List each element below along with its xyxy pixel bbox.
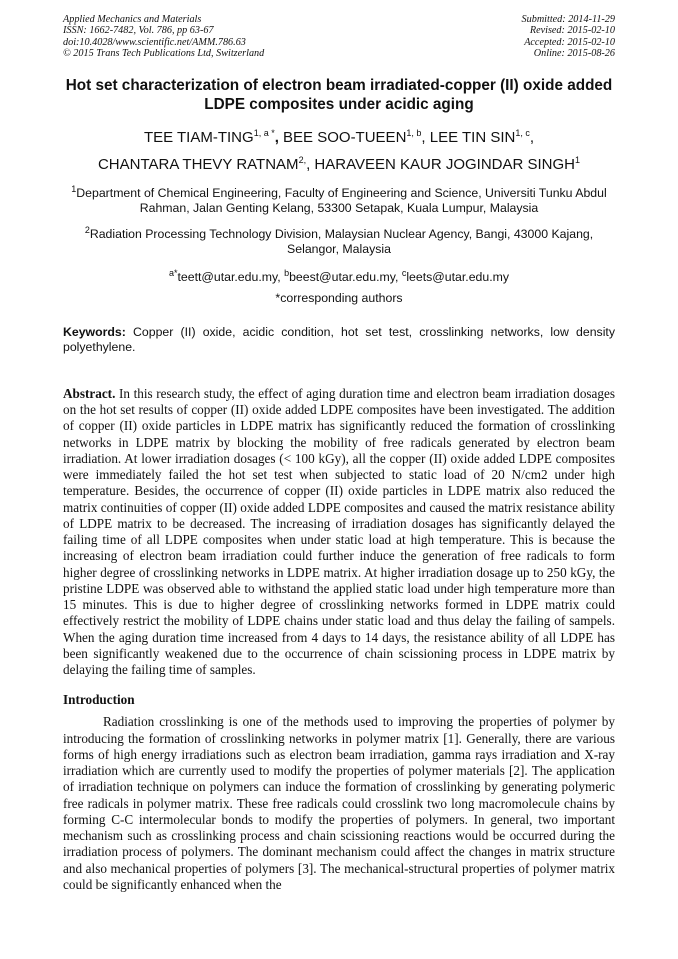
keywords-label: Keywords: <box>63 324 126 339</box>
paper-title: Hot set characterization of electron beam irradiated-copper (II) oxide added LDPE composites under acidic aging <box>65 76 613 113</box>
author-separator: , <box>306 155 311 173</box>
abstract-label: Abstract. <box>63 385 116 401</box>
author-separator: , <box>529 128 535 146</box>
date-submitted: Submitted: 2014-11-29 <box>521 14 615 25</box>
author-separator: , <box>274 128 279 146</box>
affiliation-2 <box>63 223 615 258</box>
author-line-2 <box>63 149 615 176</box>
author-affiliation-mark: 1 <box>575 154 581 165</box>
author-emails <box>63 266 615 285</box>
author-separator: , <box>421 128 426 146</box>
introduction-heading: Introduction <box>63 692 135 708</box>
email-link[interactable]: leets@utar.edu.my <box>406 269 510 284</box>
affiliation-1 <box>63 182 615 217</box>
publication-dates <box>522 14 615 60</box>
author-name: LEE TIN SIN <box>425 128 516 146</box>
date-online: Online: 2015-08-26 <box>533 48 615 60</box>
journal-header <box>63 14 615 60</box>
date-revised: Revised: 2015-02-10 <box>529 25 615 37</box>
email-link[interactable]: beest@utar.edu.my, <box>289 269 402 284</box>
keywords-text: Copper (II) oxide, acidic condition, hot set test, crosslinking networks, low density polyethylene. <box>63 324 615 355</box>
abstract-text: In this research study, the effect of aging duration time and electron beam irradiation dosages on the hot set results of copper (II) oxide added LDPE composites have been investigated. The addition of copper (II) oxide particles in LDPE matrix has significantly reduced the formation of crosslinking networks in LDPE matrix by blocking the mobility of free radicals generated by electron beam irradiation. At lower irradiation dosages (< 100 kGy), all the copper (II) oxide added LDPE composites were immediately failed the hot set test when subjected to static load of 20 N/cm2 under high temperature. Besides, the occurrence of copper (II) oxide particles in LDPE matrix also reduced the matrix continuities of copper (II) oxide added LDPE composites and caused the matrix resistance ability of LDPE matrix to be decreased. The increasing of irradiation dosages has significantly delayed the failing time of all LDPE composites when under static load at high temperature. This is because the increasing of electron beam irradiation could further induce the generation of free radicals to form higher degree of crosslinking networks in LDPE matrix. At higher irradiation dosage up to 250 kGy, the pristine LDPE was observed able to withstand the applied static load under high temperature more than 15 minutes. This is due to higher degree of crosslinking networks formed in LDPE matrix could effectively restrict the mobility of LDPE chains under static load and thus delay the failing of sampels. When the aging duration time increased from 4 days to 14 days, the resistance ability of all LDPE has been significantly weakened due to the occurrence of chain scissioning process in LDPE matrix by delaying the failing time of samples. <box>63 385 615 678</box>
abstract-section <box>63 386 615 679</box>
author-name: BEE SOO-TUEEN <box>278 128 407 146</box>
affiliation-mark: 2 <box>84 224 90 235</box>
author-name: CHANTARA THEVY RATNAM <box>97 155 299 173</box>
date-accepted: Accepted: 2015-02-10 <box>524 36 615 48</box>
journal-name: Applied Mechanics and Materials <box>63 14 202 25</box>
author-affiliation-mark: 2, <box>298 154 307 165</box>
email-mark: c <box>401 267 407 278</box>
author-affiliation-mark: 1, a * <box>253 127 275 138</box>
corresponding-note: *corresponding authors <box>275 290 403 305</box>
journal-copyright: © 2015 Trans Tech Publications Ltd, Switzerland <box>63 48 265 60</box>
author-affiliation-mark: 1, b <box>406 127 422 138</box>
affiliation-text: Department of Chemical Engineering, Faculty of Engineering and Science, Universiti Tunku Abdul Rahman, Jalan Genting Kelang, 53300 Setapak, Kuala Lumpur, Malaysia <box>76 185 607 216</box>
author-list <box>63 122 615 176</box>
affiliation-text: Radiation Processing Technology Division, Malaysian Nuclear Agency, Bangi, 43000 Kajang, Selangor, Malaysia <box>89 226 594 257</box>
journal-doi: doi:10.4028/www.scientific.net/AMM.786.63 <box>63 36 246 48</box>
email-link[interactable]: teett@utar.edu.my, <box>177 269 285 284</box>
author-line-1 <box>63 122 615 149</box>
introduction-paragraph: Radiation crosslinking is one of the methods used to improving the properties of polymer by introducing the formation of crosslinking networks in polymer matrix [1]. Generally, there are various forms of high energy irradiations such as electron beam irradiation, gamma rays irradiation and X-ray irradiation which are currently used to modify the properties of polymer materials [2]. The application of irradiation technique on polymers can induce the formation of crosslinking by generating polymeric free radicals in polymer matrix. These free radicals could crosslink two long macromolecule chains by forming C-C intermolecular bonds to modify the properties of polymers. In general, two important mechanism such as crosslinking process and chain scissioning reactions would be occurred during the irradiation process of polymers. The dominant mechanism could affect the changes in matrix structure and also mechanical properties of polymers [3]. The mechanical-structural properties of polymer matrix could be significantly enhanced when the <box>63 714 615 892</box>
author-affiliation-mark: 1, c <box>515 127 530 138</box>
author-name: TEE TIAM-TING <box>143 128 254 146</box>
journal-info <box>63 14 264 60</box>
affiliation-mark: 1 <box>71 183 77 194</box>
email-mark: a* <box>168 267 178 278</box>
email-mark: b <box>284 267 290 278</box>
author-name: HARAVEEN KAUR JOGINDAR SINGH <box>310 155 576 173</box>
journal-issn: ISSN: 1662-7482, Vol. 786, pp 63-67 <box>63 25 214 37</box>
keywords-section <box>63 325 615 356</box>
